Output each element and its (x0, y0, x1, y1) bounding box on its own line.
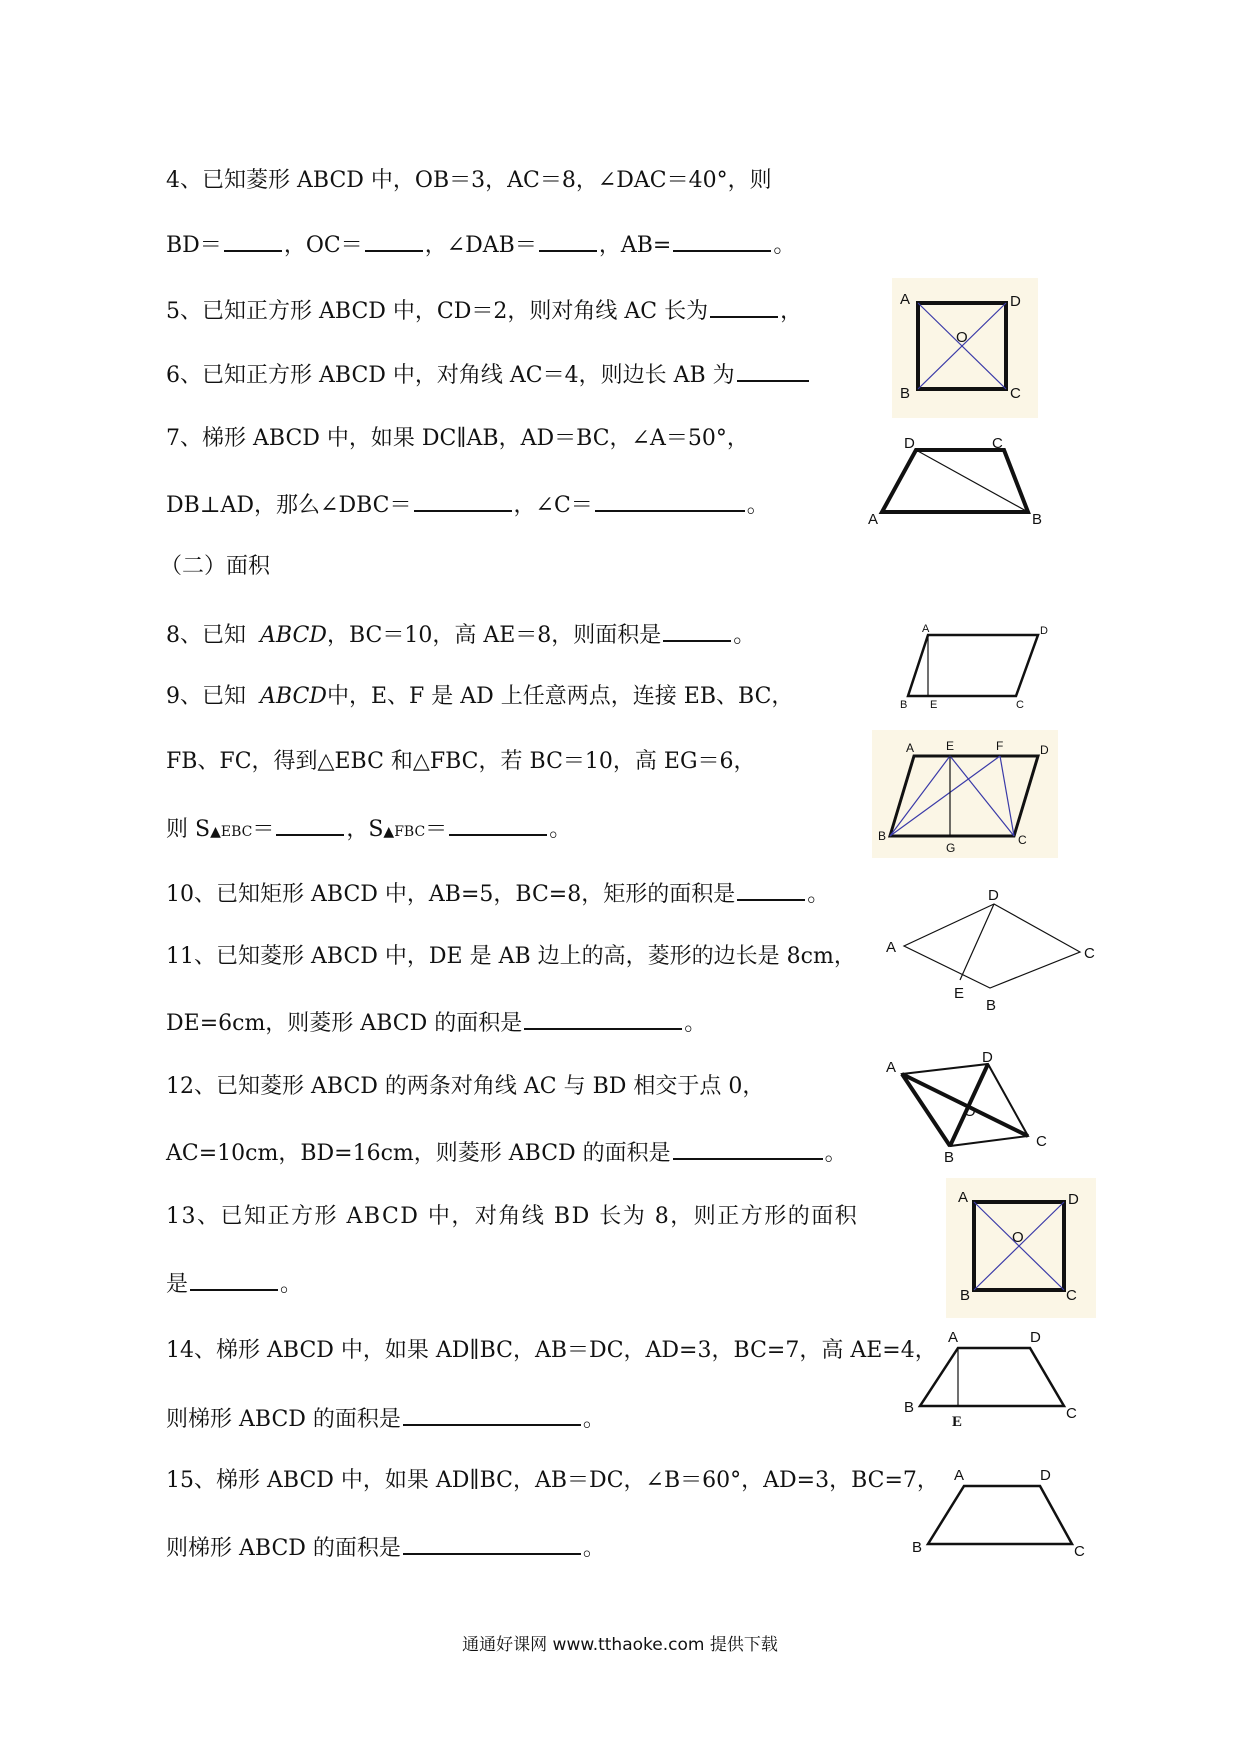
svg-text:A: A (886, 939, 897, 956)
square-figure-2 (946, 1178, 1096, 1318)
answer-blank[interactable] (414, 488, 512, 512)
trapezoid-figure-q7 (868, 434, 1048, 530)
answer-blank[interactable] (673, 1136, 823, 1160)
svg-text:D: D (1068, 1191, 1079, 1208)
q10-line: 10、已知矩形 ABCD 中，AB=5，BC=8，矩形的面积是 。 (166, 877, 829, 910)
svg-text:B: B (944, 1149, 955, 1162)
svg-text:A: A (886, 1059, 897, 1076)
q15-line1: 15、梯形 ABCD 中，如果 AD∥BC，AB＝DC，∠B＝60°，AD=3，BC=7， (166, 1468, 939, 1493)
q8-line: 8、已知 ABCD，BC＝10，高 AE＝8，则面积是 。 (166, 618, 755, 651)
q4-text: 4、已知菱形 ABCD 中，OB＝3，AC＝8，∠DAC＝40°，则 (166, 168, 772, 193)
answer-blank[interactable] (224, 228, 282, 252)
q9-line2: FB、FC，得到△EBC 和△FBC，若 BC＝10，高 EG＝6， (166, 749, 756, 774)
svg-text:C: C (1074, 1543, 1085, 1560)
svg-text:D: D (1010, 293, 1021, 310)
answer-blank[interactable] (663, 618, 731, 642)
svg-text:A: A (958, 1189, 969, 1206)
answer-blank[interactable] (710, 294, 778, 318)
svg-text:B: B (986, 997, 997, 1014)
svg-text:B: B (900, 699, 908, 710)
svg-text:D: D (1030, 1329, 1041, 1346)
svg-text:O: O (964, 1103, 976, 1120)
q14-line1: 14、梯形 ABCD 中，如果 AD∥BC，AB＝DC，AD=3，BC=7，高 AE=4， (166, 1338, 937, 1363)
svg-text:E: E (952, 1414, 963, 1430)
answer-blank[interactable] (403, 1402, 581, 1426)
rhombus-figure-q12 (882, 1050, 1058, 1162)
svg-text:A: A (954, 1467, 965, 1484)
trapezoid-figure-q14 (898, 1328, 1084, 1432)
svg-text:D: D (904, 435, 915, 452)
q13-line1: 13、已知正方形 ABCD 中，对角线 BD 长为 8，则正方形的面积 (166, 1204, 859, 1229)
q4-line1 (166, 166, 772, 196)
square-figure-1 (892, 278, 1038, 418)
q5-line: 5、已知正方形 ABCD 中，CD＝2，则对角线 AC 长为 ， (166, 294, 802, 327)
q13-line2: 是 。 (166, 1267, 302, 1300)
answer-blank[interactable] (539, 228, 597, 252)
svg-text:C: C (1016, 699, 1024, 710)
q15-line2: 则梯形 ABCD 的面积是 。 (166, 1531, 605, 1564)
svg-text:E: E (954, 985, 965, 1002)
parallelogram-figure-q8 (898, 620, 1056, 710)
trapezoid-figure-q15 (906, 1462, 1092, 1566)
q7-line1: 7、梯形 ABCD 中，如果 DC∥AB，AD＝BC，∠A＝50°， (166, 426, 749, 451)
svg-text:C: C (1010, 385, 1021, 402)
page-footer: 通通好课网 www.tthaoke.com 提供下载 (462, 1635, 778, 1655)
svg-text:D: D (1040, 743, 1049, 757)
answer-blank[interactable] (403, 1531, 581, 1555)
svg-text:B: B (912, 1539, 923, 1556)
q11-line2: DE=6cm，则菱形 ABCD 的面积是 。 (166, 1006, 706, 1039)
svg-text:B: B (904, 1399, 915, 1416)
svg-text:C: C (1036, 1133, 1047, 1150)
q6-line: 6、已知正方形 ABCD 中，对角线 AC＝4，则边长 AB 为 (166, 358, 811, 391)
svg-text:C: C (1084, 945, 1095, 962)
answer-blank[interactable] (276, 812, 344, 836)
svg-text:B: B (1032, 511, 1043, 528)
answer-blank[interactable] (190, 1267, 278, 1291)
svg-text:O: O (1012, 1229, 1024, 1246)
q12-line2: AC=10cm，BD=16cm，则菱形 ABCD 的面积是 。 (166, 1136, 847, 1169)
svg-text:E: E (946, 739, 955, 753)
svg-text:F: F (996, 739, 1004, 753)
svg-text:B: B (878, 829, 887, 843)
svg-text:A: A (948, 1329, 959, 1346)
svg-text:A: A (868, 511, 879, 528)
svg-text:C: C (1018, 833, 1027, 847)
svg-text:B: B (900, 385, 911, 402)
svg-text:A: A (906, 741, 915, 755)
svg-text:D: D (988, 887, 999, 904)
answer-blank[interactable] (737, 358, 809, 382)
q11-line1: 11、已知菱形 ABCD 中，DE 是 AB 边上的高，菱形的边长是 8cm， (166, 944, 856, 969)
parallelogram-figure-q9 (872, 730, 1058, 858)
svg-text:C: C (1066, 1287, 1077, 1304)
answer-blank[interactable] (365, 228, 423, 252)
svg-text:C: C (992, 435, 1003, 452)
svg-text:D: D (982, 1050, 993, 1066)
q14-line2: 则梯形 ABCD 的面积是 。 (166, 1402, 605, 1435)
answer-blank[interactable] (524, 1006, 682, 1030)
svg-text:G: G (946, 841, 956, 855)
q4-line2: BD＝ ，OC＝ ，∠DAB＝ ，AB= 。 (166, 228, 795, 261)
q9-line3: 则 S▲EBC＝ ，S▲FBC＝ 。 (166, 812, 571, 847)
svg-text:D: D (1040, 1467, 1051, 1484)
rhombus-figure-q11 (884, 886, 1104, 1016)
svg-text:C: C (1066, 1405, 1077, 1422)
svg-text:B: B (960, 1287, 971, 1304)
svg-text:E: E (930, 699, 938, 710)
answer-blank[interactable] (737, 877, 805, 901)
answer-blank[interactable] (595, 488, 745, 512)
svg-text:A: A (900, 291, 911, 308)
svg-text:A: A (922, 623, 930, 635)
q12-line1: 12、已知菱形 ABCD 的两条对角线 AC 与 BD 相交于点 0， (166, 1074, 765, 1099)
q7-line2: DB⊥AD，那么∠DBC＝ ，∠C＝ 。 (166, 488, 769, 521)
svg-text:D: D (1040, 625, 1048, 637)
answer-blank[interactable] (449, 812, 547, 836)
section-title: （二）面积 (160, 554, 271, 579)
q9-line1: 9、已知 ABCD中，E、F 是 AD 上任意两点，连接 EB、BC， (166, 684, 794, 709)
answer-blank[interactable] (673, 228, 771, 252)
svg-text:O: O (956, 329, 968, 346)
